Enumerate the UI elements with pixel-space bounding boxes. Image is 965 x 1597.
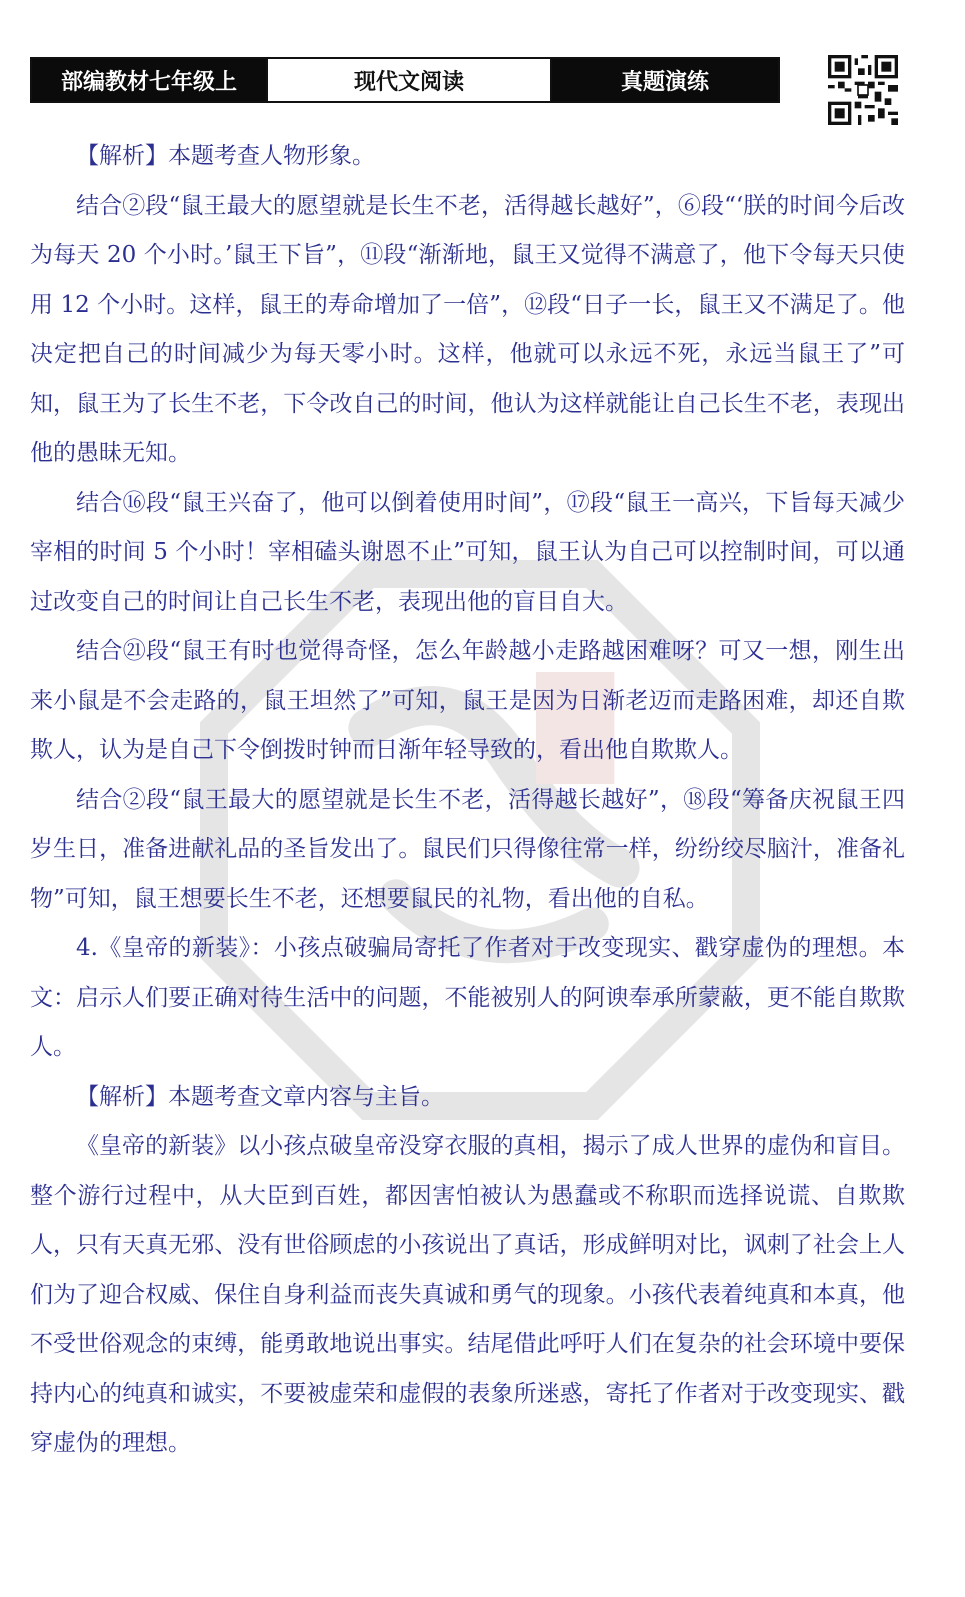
paragraph-analysis-1: 【解析】本题考查人物形象。 (76, 143, 375, 169)
paragraph-4: 结合②段“鼠王最大的愿望就是长生不老，活得越长越好”，⑱段“筹备庆祝鼠王四岁生日，准备进献礼品的圣旨发出了。鼠民们只得像往常一样，纷纷绞尽脑汁，准备礼物”可知，鼠王想要长生不老，还想要鼠民的礼物，看出他的自私。 (30, 786, 905, 912)
header-section: 现代文阅读 (266, 59, 552, 101)
paragraph-2: 结合⑯段“鼠王兴奋了，他可以倒着使用时间”，⑰段“鼠王一高兴，下旨每天减少宰相的时间 5 个小时！宰相磕头谢恩不止”可知，鼠王认为自己可以控制时间，可以通过改变自己的时间让自己长生不老，表现出他的盲目自大。 (30, 489, 905, 615)
paragraph-analysis-2: 【解析】本题考查文章内容与主旨。 (76, 1083, 444, 1110)
header-type: 真题演练 (552, 59, 778, 101)
qr-code-icon (828, 55, 898, 125)
paragraph-1: 结合②段“鼠王最大的愿望就是长生不老，活得越长越好”，⑥段“‘朕的时间今后改为每天 20 个小时。’鼠王下旨”，⑪段“渐渐地，鼠王又觉得不满意了，他下令每天只使用 12 个小时。这样，鼠王的寿命增加了一倍”，⑫段“日子一长，鼠王又不满足了。他决定把自己的时间减少为每天零小时。这样，他就可以永远不死，永远当鼠王了”可知，鼠王为了长生不老，下令改自己的时间，他认为这样就能让自己长生不老，表现出他的愚昧无知。 (30, 192, 905, 466)
paragraph-3: 结合㉑段“鼠王有时也觉得奇怪，怎么年龄越小走路越困难呀？可又一想，刚生出来小鼠是不会走路的，鼠王坦然了”可知，鼠王是因为日渐老迈而走路困难，却还自欺欺人，认为是自己下令倒拨时钟而日渐年轻导致的，看出他自欺欺人。 (30, 638, 905, 763)
paragraph-5: 《皇帝的新装》以小孩点破皇帝没穿衣服的真相，揭示了成人世界的虚伪和盲目。整个游行过程中，从大臣到百姓，都因害怕被认为愚蠢或不称职而选择说谎、自欺欺人，只有天真无邪、没有世俗顾虑的小孩说出了真话，形成鲜明对比，讽刺了社会上人们为了迎合权威、保住自身利益而丧失真诚和勇气的现象。小孩代表着纯真和本真，他不受世俗观念的束缚，能勇敢地说出事实。结尾借此呼吁人们在复杂的社会环境中要保持内心的纯真和诚实，不要被虚荣和虚假的表象所迷惑，寄托了作者对于改变现实、戳穿虚伪的理想。 (30, 1133, 905, 1456)
header-bar (30, 57, 780, 103)
document-body (30, 132, 905, 1469)
paragraph-answer-4: 4.《皇帝的新装》：小孩点破骗局寄托了作者对于改变现实、戳穿虚伪的理想。本文：启示人们要正确对待生活中的问题，不能被别人的阿谀奉承所蒙蔽，更不能自欺欺人。 (30, 935, 905, 1060)
header-grade: 部编教材七年级上 (32, 59, 266, 101)
